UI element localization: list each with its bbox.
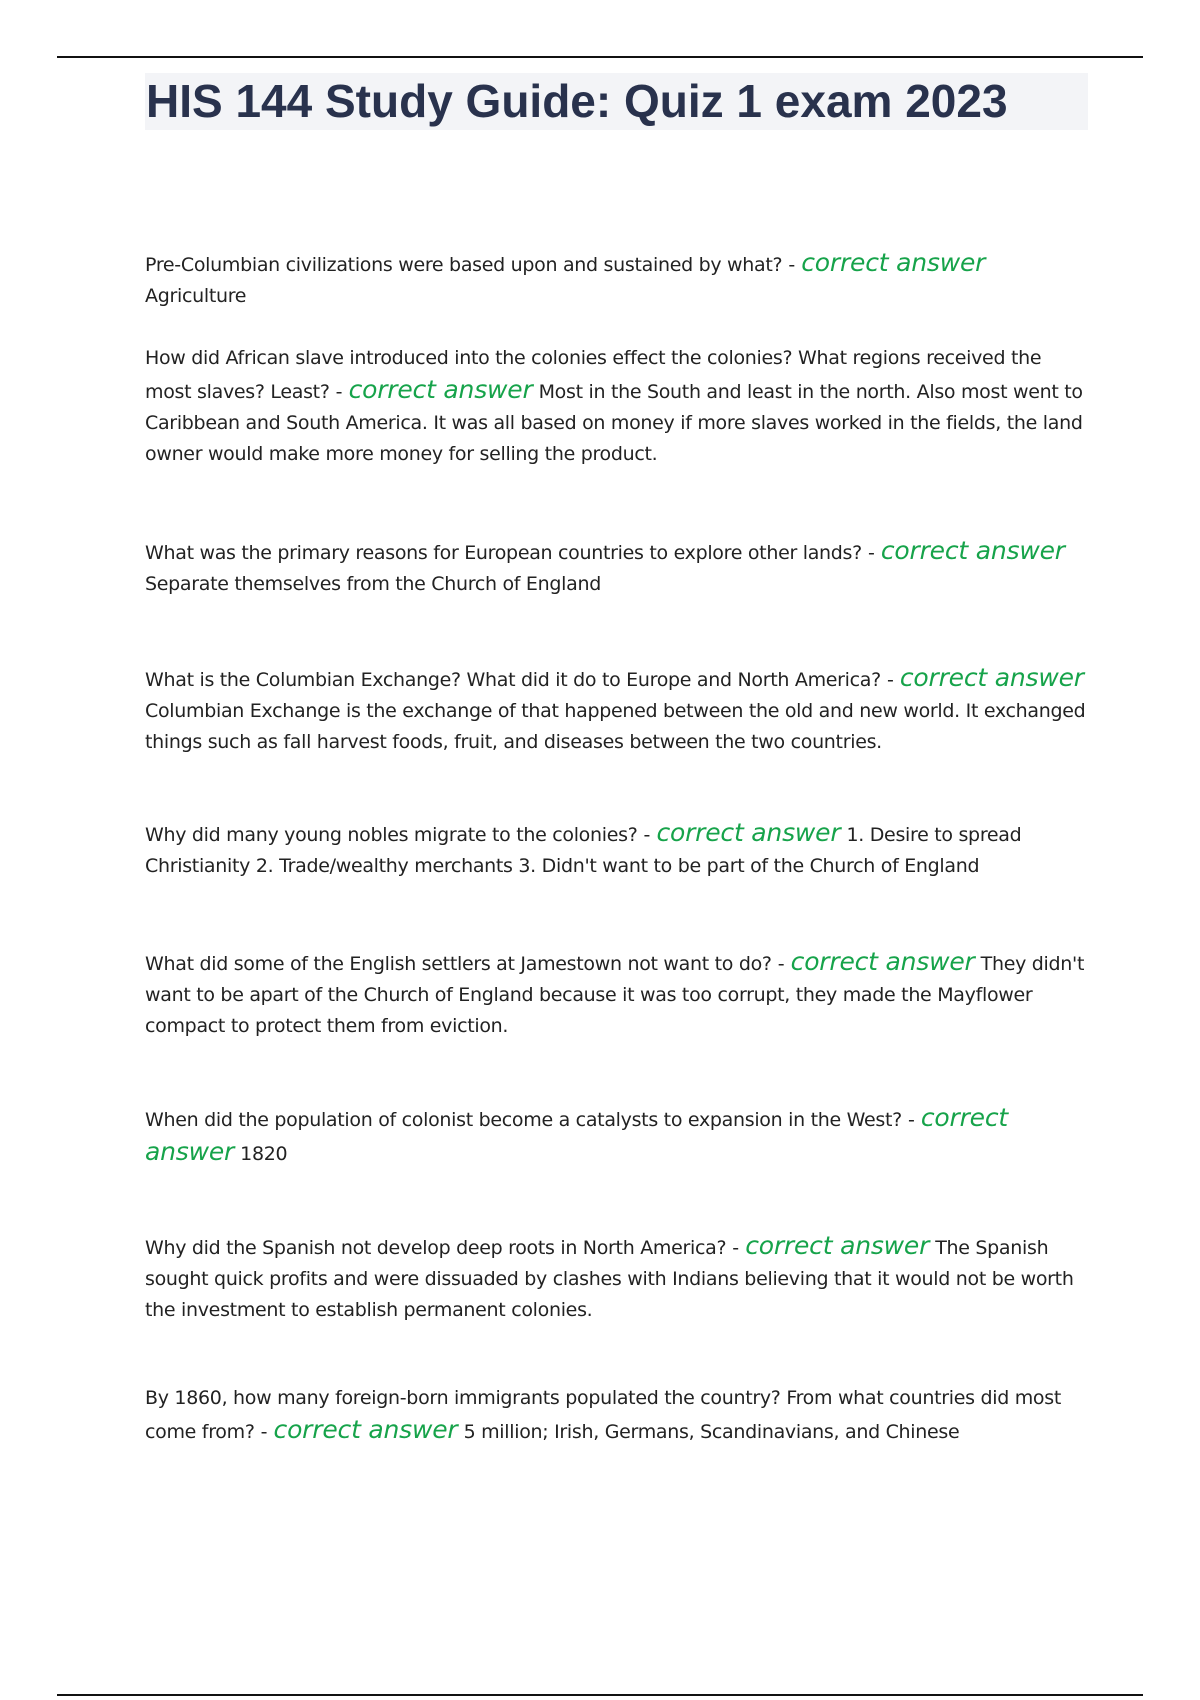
answer-text: 1820: [240, 1143, 288, 1165]
separator: -: [861, 542, 881, 564]
correct-answer-tag: correct answer: [745, 1231, 930, 1260]
top-rule: [57, 56, 1143, 58]
qa-item-8: [145, 1230, 1090, 1326]
question-text: Why did the Spanish not develop deep roots in North America?: [145, 1237, 727, 1259]
answer-text: Columbian Exchange is the exchange of that happened between the old and new world. It exchanged things such as fall harvest foods, fruit, and diseases between the two countries.: [145, 700, 1086, 753]
answer-text: Separate themselves from the Church of England: [145, 573, 601, 595]
separator: -: [880, 669, 900, 691]
separator: -: [637, 824, 657, 846]
separator: -: [901, 1109, 921, 1131]
qa-item-4: [145, 662, 1090, 758]
correct-answer-tag: correct answer: [790, 947, 975, 976]
bottom-rule: [57, 1694, 1143, 1696]
correct-answer-tag: correct answer: [145, 1103, 1008, 1166]
separator: -: [782, 254, 802, 276]
question-text: What is the Columbian Exchange? What did it do to Europe and North America?: [145, 669, 881, 691]
correct-answer-tag: correct answer: [801, 248, 986, 277]
question-text: Why did many young nobles migrate to the colonies?: [145, 824, 638, 846]
qa-item-6: [145, 946, 1090, 1042]
document-title: HIS 144 Study Guide: Quiz 1 exam 2023: [146, 75, 1008, 127]
question-text: When did the population of colonist become a catalysts to expansion in the West?: [145, 1109, 902, 1131]
question-text: What did some of the English settlers at Jamestown not want to do?: [145, 953, 772, 975]
answer-text: 1. Desire to spread Christianity 2. Trade/wealthy merchants 3. Didn't want to be part of the Church of England: [145, 824, 1022, 877]
answer-text: They didn't want to be apart of the Church of England because it was too corrupt, they made the Mayflower compact to protect them from eviction.: [145, 953, 1085, 1037]
question-text: How did African slave introduced into the colonies effect the colonies? What regions received the most slaves? Least?: [145, 347, 1042, 403]
question-text: What was the primary reasons for European countries to explore other lands?: [145, 542, 862, 564]
separator: -: [254, 1421, 274, 1443]
question-text: Pre-Columbian civilizations were based upon and sustained by what?: [145, 254, 783, 276]
separator: -: [726, 1237, 746, 1259]
separator: -: [771, 953, 791, 975]
correct-answer-tag: correct answer: [880, 536, 1065, 565]
correct-answer-tag: correct answer: [273, 1415, 458, 1444]
question-text: By 1860, how many foreign-born immigrants populated the country? From what countries did most come from?: [145, 1387, 1061, 1443]
correct-answer-tag: correct answer: [348, 375, 533, 404]
correct-answer-tag: correct answer: [899, 663, 1084, 692]
qa-item-1: [145, 247, 1090, 312]
qa-item-2: [145, 343, 1090, 470]
qa-item-7: [145, 1102, 1090, 1170]
qa-item-5: [145, 817, 1090, 882]
answer-text: Most in the South and least in the north. Also most went to Caribbean and South America. It was all based on money if more slaves worked in the fields, the land owner would make more money for selling the product.: [145, 381, 1083, 465]
qa-item-3: [145, 535, 1090, 600]
correct-answer-tag: correct answer: [656, 818, 841, 847]
answer-text: The Spanish sought quick profits and were dissuaded by clashes with Indians believing that it would not be worth the investment to establish permanent colonies.: [145, 1237, 1074, 1321]
answer-text: 5 million; Irish, Germans, Scandinavians, and Chinese: [463, 1421, 960, 1443]
qa-item-9: [145, 1383, 1090, 1448]
separator: -: [329, 381, 349, 403]
answer-text: Agriculture: [145, 285, 247, 307]
